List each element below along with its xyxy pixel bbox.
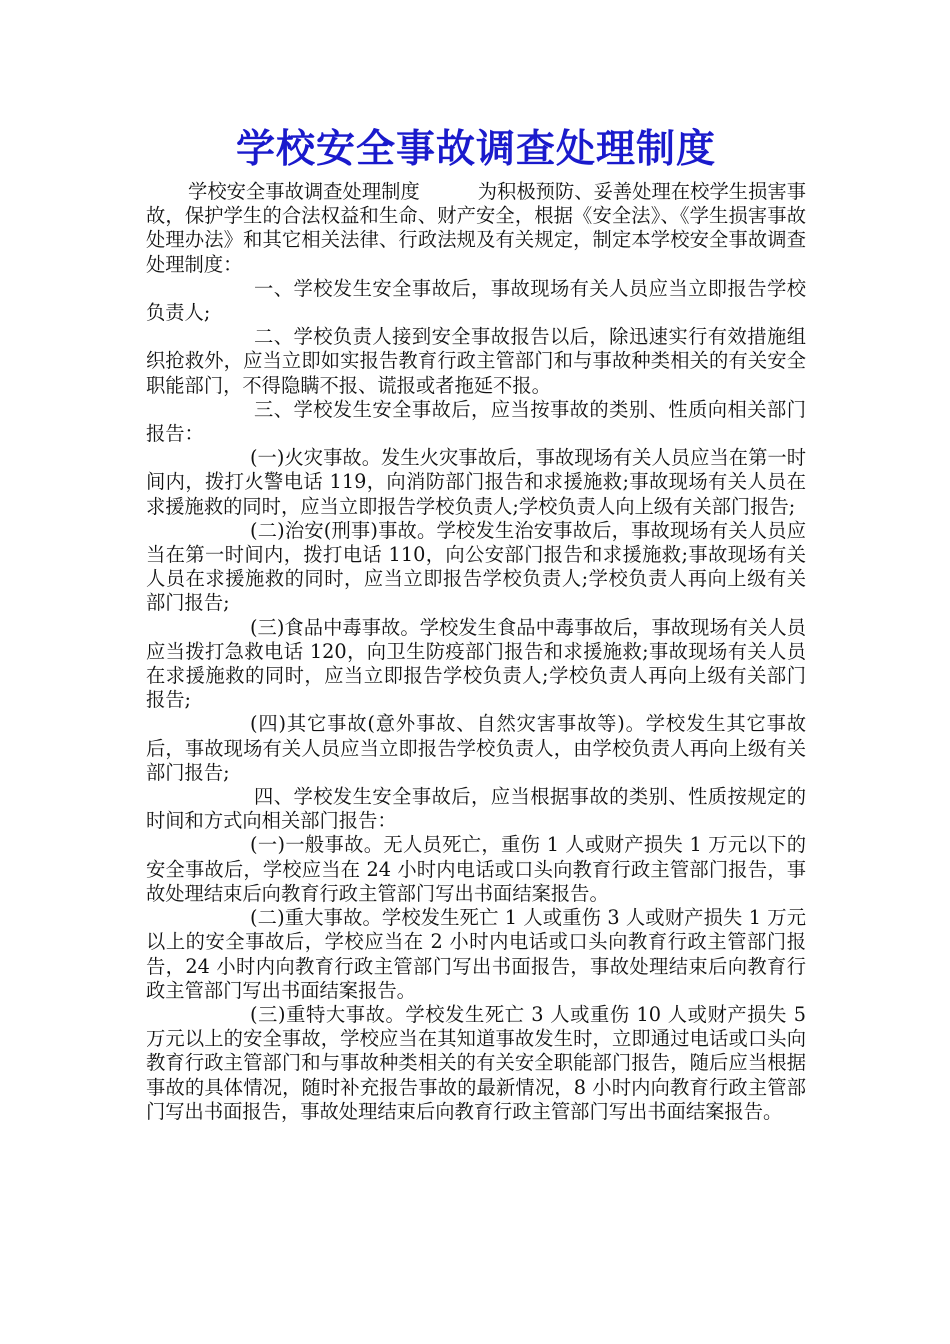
clause-4-item-1-paragraph: (一)一般事故。无人员死亡，重伤 1 人或财产损失 1 万元以下的安全事故后，学校应当在 24 小时内电话或口头向教育行政主管部门报告，事故处理结束后向教育行政主管部门写出书面结案报告。 (146, 833, 806, 905)
clause-3-item-4-paragraph: (四)其它事故(意外事故、自然灾害事故等)。学校发生其它事故后，事故现场有关人员应当立即报告学校负责人，由学校负责人再向上级有关部门报告; (146, 712, 806, 784)
document-title: 学校安全事故调查处理制度 (235, 126, 716, 172)
clause-3-item-2-paragraph: (二)治安(刑事)事故。学校发生治安事故后，事故现场有关人员应当在第一时间内，拨打电话 110，向公安部门报告和求援施救;事故现场有关人员在求援施救的同时，应当立即报告学校负责人;学校负责人再向上级有关部门报告; (146, 518, 806, 615)
clause-4-paragraph: 四、学校发生安全事故后，应当根据事故的类别、性质按规定的时间和方式向相关部门报告： (146, 785, 806, 833)
clause-1-paragraph: 一、学校发生安全事故后，事故现场有关人员应当立即报告学校负责人; (146, 276, 806, 325)
intro-paragraph: 学校安全事故调查处理制度 为积极预防、妥善处理在校学生损害事故，保护学生的合法权益和生命、财产安全，根据《安全法》、《学生损害事故处理办法》和其它相关法律、行政法规及有关规定，制定本学校安全事故调查处理制度： (146, 180, 806, 276)
document-page (146, 122, 806, 1124)
clause-4-item-2-paragraph: (二)重大事故。学校发生死亡 1 人或重伤 3 人或财产损失 1 万元以上的安全事故后，学校应当在 2 小时内电话或口头向教育行政主管部门报告，24 小时内向教育行政主管部门写出书面报告，事故处理结束后向教育行政主管部门写出书面结案报告。 (146, 906, 806, 1002)
clause-3-item-3-paragraph: (三)食品中毒事故。学校发生食品中毒事故后，事故现场有关人员应当拨打急救电话 120，向卫生防疫部门报告和求援施救;事故现场有关人员在求援施救的同时，应当立即报告学校负责人;学校负责人再向上级有关部门报告; (146, 615, 806, 712)
clause-3-paragraph: 三、学校发生安全事故后，应当按事故的类别、性质向相关部门报告： (146, 397, 806, 446)
clause-3-item-1-paragraph: (一)火灾事故。发生火灾事故后，事故现场有关人员应当在第一时间内，拨打火警电话 119，向消防部门报告和求援施救;事故现场有关人员在求援施救的同时，应当立即报告学校负责人;学校负责人向上级有关部门报告; (146, 446, 806, 518)
clause-4-item-3-paragraph: (三)重特大事故。学校发生死亡 3 人或重伤 10 人或财产损失 5 万元以上的安全事故，学校应当在其知道事故发生时，立即通过电话或口头向教育行政主管部门和与事故种类相关的有关安全职能部门报告，随后应当根据事故的具体情况，随时补充报告事故的最新情况，8 小时内向教育行政主管部门写出书面报告，事故处理结束后向教育行政主管部门写出书面结案报告。 (146, 1002, 806, 1123)
clause-2-paragraph: 二、学校负责人接到安全事故报告以后，除迅速实行有效措施组织抢救外，应当立即如实报告教育行政主管部门和与事故种类相关的有关安全职能部门，不得隐瞒不报、谎报或者拖延不报。 (146, 325, 806, 397)
